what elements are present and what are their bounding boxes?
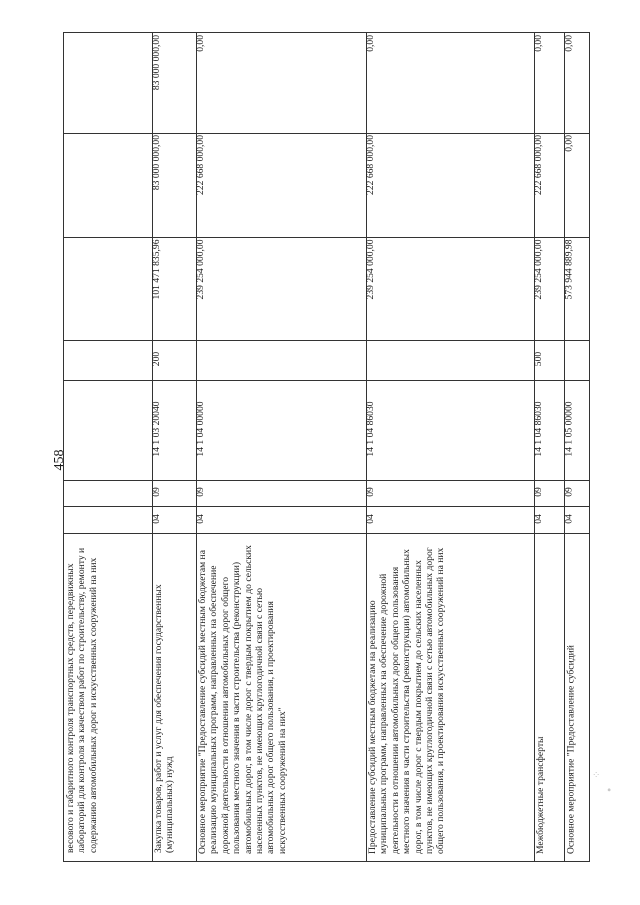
scan-speck: ⁘ [592,770,601,781]
amount-year-3: 0,00 [195,35,206,52]
page-number: 458 [52,449,67,471]
amount-year-1: 239 254 000,00 [365,239,376,299]
table-row [63,532,151,862]
expense-type-code [563,339,590,379]
amount-year-3: 0,00 [563,35,574,52]
subsection-code: 09 [533,487,544,497]
expense-type-code: 500 [533,351,544,367]
target-article-code: 14 1 04 00000 [195,401,206,457]
row-name: весового и габаритного контроля транспортных средств, передвижных лабораторий для контроля за качеством работ по строительству, ремонту и содержанию автомобильных дорог и искусственных сооружений на них [65,547,99,853]
amount-year-2: 222 668 000,00 [365,135,376,195]
subsection-code: 09 [563,487,574,497]
section-code: 04 [365,513,376,524]
amount-year-1: 239 254 000,00 [195,239,206,299]
amount-year-3: 0,00 [533,35,544,52]
row-name: Предоставление субсидий местным бюджетам на реализацию муниципальных программ, направленных на обеспечение дорожной деятельности в отношении автомобильных дорог общего пользования местного значения в части строительства (реконструкции) автомобильных дорог, в том числе дорог с твердым покрытием до сельских населенных пунктов, не имеющих круглогодичной связи с сетью автомобильных дорог общего пользования, и проектирования искусственных сооружений на них [367,547,447,854]
amount-year-1: 101 471 835,96 [151,239,162,299]
expense-type-code: 200 [151,351,162,367]
expense-type-code [195,339,365,379]
scan-speck: ∙ [606,785,613,796]
amount-year-2: 222 668 000,00 [195,135,206,195]
expense-type-code [365,339,533,379]
amount-year-3: 0,00 [365,35,376,52]
section-code: 04 [563,513,574,524]
target-article-code: 14 1 04 86030 [533,401,544,457]
subsection-code: 09 [151,487,162,497]
target-article-code: 14 1 04 86030 [365,401,376,457]
row-name: Основное мероприятие "Предоставление субсидий [565,645,576,854]
section-code: 04 [533,513,544,524]
amount-year-1: 573 944 889,98 [563,239,574,299]
amount-year-3: 83 000 000,00 [151,35,162,91]
amount-year-1: 239 254 000,00 [533,239,544,299]
section-code: 04 [151,513,162,524]
row-name: Основное мероприятие "Предоставление субсидий местным бюджетам на реализацию муниципальных программ, направленных на обеспечение дорожной деятельности в отношении автомобильных дорог общего пользования местного значения в части строительства (реконструкции) автомобильных дорог, в том числе дорог с твердым покрытием до сельских населенных пунктов, не имеющих круглогодичной связи с сетью автомобильных дорог общего пользования, и проектирования искусственных сооружений на них" [197,545,288,854]
amount-year-2: 0,00 [563,135,574,152]
target-article-code: 14 1 03 20040 [151,401,162,457]
row-name: Закупка товаров, работ и услуг для обеспечения государственных (муниципальных) нужд [153,584,176,853]
amount-year-2: 83 000 000,00 [151,135,162,191]
amount-year-2: 222 668 000,00 [533,135,544,195]
subsection-code: 09 [195,487,206,497]
subsection-code: 09 [365,487,376,497]
row-name: Межбюджетные трансферты [535,736,546,854]
target-article-code: 14 1 05 00000 [563,401,574,457]
section-code: 04 [195,513,206,524]
